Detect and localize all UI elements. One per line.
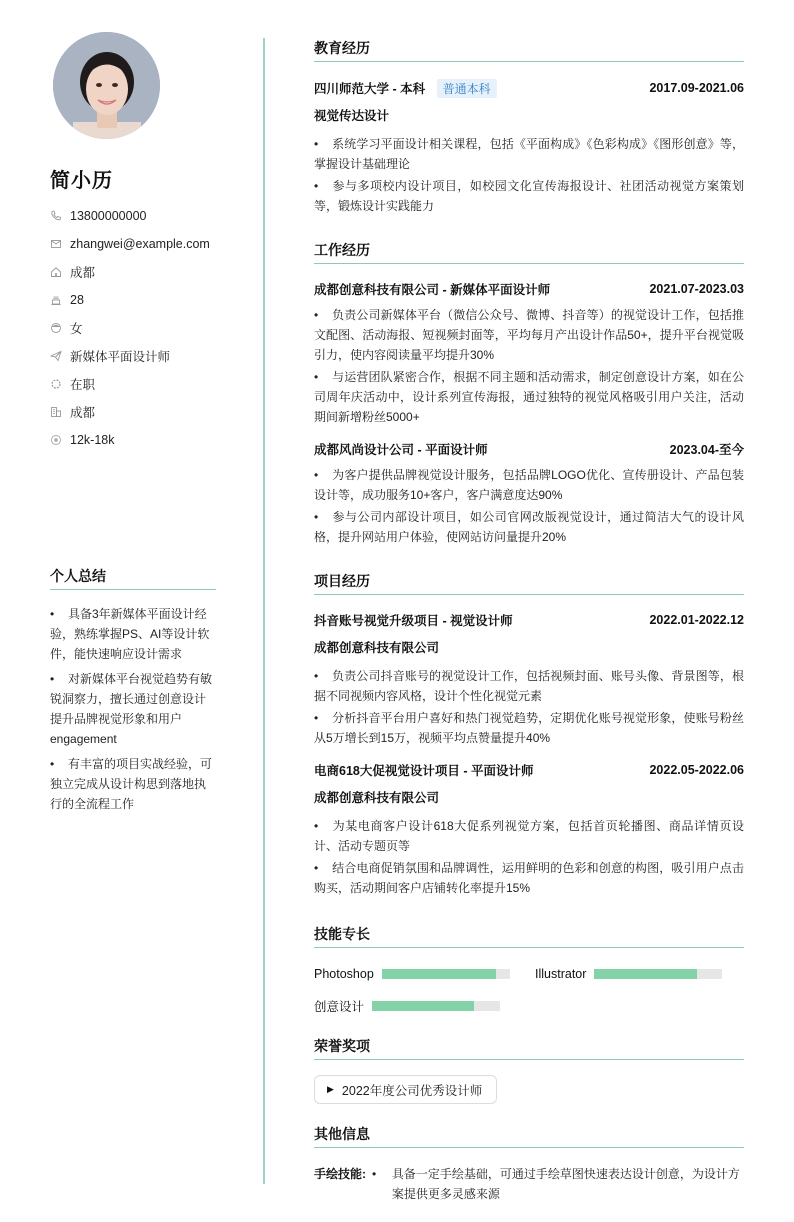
- work-bullets: [314, 465, 744, 547]
- contact-gender-value: 女: [70, 322, 83, 336]
- status-icon: [50, 378, 62, 390]
- work-bullets: [314, 305, 744, 427]
- list-item: • 为客户提供品牌视觉设计服务，包括品牌LOGO优化、宣传册设计、产品包装设计等，成功服务10+客户，客户满意度达90%: [314, 465, 744, 505]
- bullet-icon: •: [314, 819, 319, 833]
- skills-section: [314, 924, 744, 1016]
- work-heading: 成都创意科技有限公司 - 新媒体平面设计师: [314, 283, 551, 297]
- skill-label: Illustrator: [535, 967, 587, 981]
- education-date: 2017.09-2021.06: [649, 81, 744, 95]
- summary-item: • 具备3年新媒体平面设计经验，熟练掌握PS、AI等设计软件，能快速响应设计需求: [50, 604, 216, 664]
- contact-phone-value: 13800000000: [70, 209, 147, 223]
- contact-phone: [50, 202, 240, 230]
- contact-email: [50, 230, 240, 258]
- project-date: 2022.01-2022.12: [649, 613, 744, 627]
- list-item: • 负责公司抖音账号的视觉设计工作，包括视频封面、账号头像、背景图等，根据不同视频内容风格，设计个性化视觉元素: [314, 666, 744, 706]
- expand-triangle-icon: ▶: [327, 1084, 334, 1094]
- list-item: • 与运营团队紧密合作，根据不同主题和活动需求，制定创意设计方案，如在公司周年庆活动中，设计系列宣传海报，通过独特的视觉风格吸引用户关注，活动期间新增粉丝5000+: [314, 367, 744, 427]
- other-item: [314, 1164, 744, 1204]
- skill-label: 创意设计: [314, 1000, 365, 1014]
- skill-illustrator: [535, 964, 722, 984]
- work-entry-header: [314, 279, 744, 299]
- building-icon: [50, 406, 62, 418]
- summary-item: • 对新媒体平台视觉趋势有敏锐洞察力，擅长通过创意设计提升品牌视觉形象和用户engagement: [50, 669, 216, 749]
- project-bullets: [314, 816, 744, 898]
- summary-section: [50, 566, 216, 819]
- candidate-name: 简小历: [50, 170, 113, 192]
- work-date: 2021.07-2023.03: [649, 282, 744, 296]
- work-section: [314, 240, 744, 547]
- skill-photoshop: [314, 964, 535, 984]
- skill-bar: [594, 969, 722, 979]
- award-label: 2022年度公司优秀设计师: [341, 1083, 483, 1098]
- skill-bar-fill: [382, 969, 496, 979]
- right-column: [314, 38, 744, 1204]
- education-title: 教育经历: [314, 38, 744, 62]
- project-date: 2022.05-2022.06: [649, 763, 744, 777]
- gender-icon: [50, 322, 62, 334]
- mail-icon: [50, 238, 62, 250]
- work-title: 工作经历: [314, 240, 744, 264]
- bullet-icon: •: [314, 468, 319, 482]
- project-heading: 抖音账号视觉升级项目 - 视觉设计师: [314, 614, 513, 628]
- project-entry-header: [314, 610, 744, 630]
- skill-creative-design: [314, 996, 500, 1016]
- major: 视觉传达设计: [314, 109, 390, 123]
- contact-city: [50, 258, 240, 286]
- contact-position: [50, 342, 240, 370]
- send-icon: [50, 350, 62, 362]
- work-entry-header: [314, 439, 744, 459]
- contact-salary: [50, 426, 240, 454]
- avatar-photo-icon: [53, 32, 160, 139]
- list-item: • 结合电商促销氛围和品牌调性，运用鲜明的色彩和创意的构图，吸引用户点击购买，活动期间客户店铺转化率提升15%: [314, 858, 744, 898]
- education-bullets: [314, 134, 744, 216]
- project-company: 成都创意科技有限公司: [314, 641, 440, 655]
- bullet-icon: •: [314, 711, 319, 725]
- contact-city-value: 成都: [70, 266, 96, 280]
- projects-title: 项目经历: [314, 571, 744, 595]
- skills-title: 技能专长: [314, 924, 744, 948]
- bullet-icon: •: [50, 607, 55, 621]
- other-title: 其他信息: [314, 1124, 744, 1148]
- skill-bar-fill: [594, 969, 696, 979]
- degree-tag: 普通本科: [437, 79, 497, 98]
- list-item: • 负责公司新媒体平台（微信公众号、微博、抖音等）的视觉设计工作，包括推文配图、活动海报、短视频封面等，平均每月产出设计作品50+，提升平台视觉吸引力，使内容阅读量平均提升30%: [314, 305, 744, 365]
- list-item: • 分析抖音平台用户喜好和热门视觉趋势，定期优化账号视觉形象，使账号粉丝从5万增长到15万，视频平均点赞量提升40%: [314, 708, 744, 748]
- contact-list: [50, 202, 240, 454]
- bullet-icon: •: [372, 1167, 377, 1181]
- list-item: • 参与多项校内设计项目，如校园文化宣传海报设计、社团活动视觉方案策划等，锻炼设计实践能力: [314, 176, 744, 216]
- skill-bar: [382, 969, 510, 979]
- bullet-icon: •: [314, 179, 319, 193]
- education-entry-header: [314, 78, 744, 98]
- contact-salary-value: 12k-18k: [70, 433, 115, 447]
- bullet-icon: •: [314, 861, 319, 875]
- summary-title: 个人总结: [50, 566, 216, 590]
- projects-section: [314, 571, 744, 898]
- bullet-icon: •: [314, 308, 319, 322]
- age-icon: [50, 294, 62, 306]
- bullet-icon: •: [314, 510, 319, 524]
- project-entry-header: [314, 760, 744, 780]
- column-divider: [263, 38, 265, 1184]
- work-heading: 成都风尚设计公司 - 平面设计师: [314, 443, 488, 457]
- other-key: 手绘技能:: [314, 1167, 366, 1181]
- awards-title: 荣誉奖项: [314, 1036, 744, 1060]
- contact-work-city-value: 成都: [70, 406, 96, 420]
- project-heading: 电商618大促视觉设计项目 - 平面设计师: [314, 764, 534, 778]
- salary-icon: [50, 434, 62, 446]
- awards-section: [314, 1036, 744, 1104]
- contact-gender: [50, 314, 240, 342]
- award-item[interactable]: [314, 1075, 497, 1104]
- contact-position-value: 新媒体平面设计师: [70, 350, 171, 364]
- contact-work-city: [50, 398, 240, 426]
- avatar: [53, 32, 160, 139]
- bullet-icon: •: [314, 370, 319, 384]
- list-item: • 系统学习平面设计相关课程，包括《平面构成》《色彩构成》《图形创意》等，掌握设计基础理论: [314, 134, 744, 174]
- skill-bar-fill: [372, 1001, 474, 1011]
- contact-email-value: zhangwei@example.com: [70, 237, 210, 251]
- project-company: 成都创意科技有限公司: [314, 791, 440, 805]
- bullet-icon: •: [314, 669, 319, 683]
- skill-bar: [372, 1001, 500, 1011]
- bullet-icon: •: [50, 672, 55, 686]
- list-item: • 为某电商客户设计618大促系列视觉方案，包括首页轮播图、商品详情页设计、活动专题页等: [314, 816, 744, 856]
- work-date: 2023.04-至今: [669, 443, 744, 457]
- other-section: [314, 1124, 744, 1204]
- project-bullets: [314, 666, 744, 748]
- list-item: • 参与公司内部设计项目，如公司官网改版视觉设计，通过简洁大气的设计风格，提升网站用户体验，使网站访问量提升20%: [314, 507, 744, 547]
- summary-list: [50, 604, 216, 814]
- home-icon: [50, 266, 62, 278]
- summary-item: • 有丰富的项目实战经验，可独立完成从设计构思到落地执行的全流程工作: [50, 754, 216, 814]
- school-name: 四川师范大学 - 本科: [314, 81, 426, 96]
- phone-icon: [50, 210, 62, 222]
- contact-status-value: 在职: [70, 378, 96, 392]
- skill-label: Photoshop: [314, 967, 374, 981]
- skills-grid: [314, 964, 744, 1016]
- contact-age-value: 28: [70, 293, 84, 307]
- contact-status: [50, 370, 240, 398]
- other-value: 具备一定手绘基础，可通过手绘草图快速表达设计创意，为设计方案提供更多灵感来源: [391, 1167, 740, 1201]
- bullet-icon: •: [50, 757, 55, 771]
- contact-age: [50, 286, 240, 314]
- bullet-icon: •: [314, 137, 319, 151]
- education-section: [314, 38, 744, 216]
